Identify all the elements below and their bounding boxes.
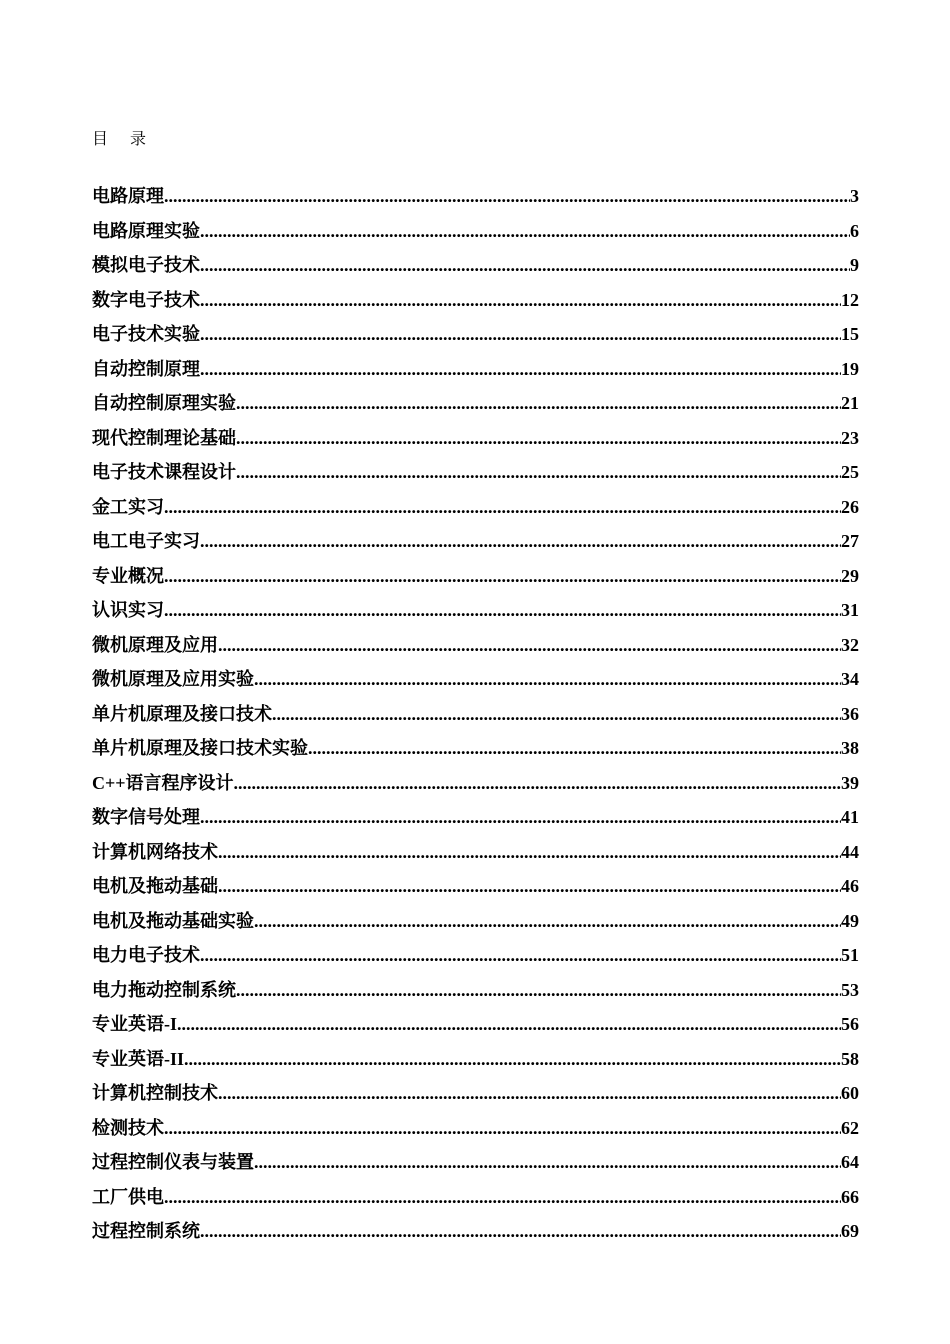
toc-dot-leader (254, 1147, 841, 1177)
toc-dot-leader (218, 630, 841, 660)
toc-entry-page-number: 41 (841, 807, 859, 827)
toc-entry[interactable] (92, 1009, 859, 1044)
toc-dot-leader (254, 906, 841, 936)
toc-entry-label: 电力拖动控制系统 (92, 979, 236, 1000)
toc-title: 目录 (92, 131, 169, 148)
toc-entry-page-number: 49 (841, 910, 859, 931)
toc-entry[interactable] (92, 216, 859, 251)
toc-entry[interactable] (92, 250, 859, 285)
toc-entry-page-number: 44 (841, 841, 859, 862)
toc-entry-page-number: 38 (841, 738, 859, 758)
toc-entry-page-number: 39 (841, 772, 859, 793)
toc-entry-label: 专业英语-I (92, 1014, 177, 1034)
toc-dot-leader (200, 940, 841, 970)
toc-entry-page-number: 21 (841, 393, 859, 413)
toc-entry[interactable] (92, 457, 859, 492)
toc-entry[interactable] (92, 699, 859, 734)
toc-entry-page-number: 32 (841, 634, 859, 655)
toc-entry-label: 认识实习 (92, 600, 164, 620)
toc-dot-leader (164, 1182, 841, 1212)
toc-entry[interactable] (92, 630, 859, 665)
toc-entry-label: 单片机原理及接口技术 (92, 703, 272, 724)
toc-entry-label: 电工电子实习 (92, 531, 200, 551)
toc-entry[interactable] (92, 526, 859, 561)
toc-entry-label: 模拟电子技术 (92, 255, 200, 275)
toc-entry-label: 单片机原理及接口技术实验 (92, 738, 308, 758)
toc-dot-leader (164, 595, 841, 625)
toc-entry[interactable] (92, 975, 859, 1010)
toc-entry-label: 微机原理及应用实验 (92, 669, 254, 689)
toc-entry-label: 数字电子技术 (92, 289, 200, 310)
toc-entry-label: 计算机控制技术 (92, 1083, 218, 1103)
toc-entry[interactable] (92, 595, 859, 630)
toc-entry-label: 计算机网络技术 (92, 841, 218, 862)
toc-dot-leader (164, 181, 850, 211)
toc-entry-label: 金工实习 (92, 496, 164, 517)
toc-dot-leader (200, 1216, 841, 1246)
toc-dot-leader (218, 837, 841, 867)
toc-dot-leader (218, 1078, 841, 1108)
toc-entry-label: 电机及拖动基础 (92, 876, 218, 896)
toc-entry-page-number: 53 (841, 979, 859, 1000)
toc-entry-label: 电路原理 (92, 186, 164, 206)
toc-entry[interactable] (92, 906, 859, 941)
toc-entry-page-number: 12 (841, 289, 859, 310)
toc-entry[interactable] (92, 388, 859, 423)
toc-dot-leader (200, 354, 841, 384)
toc-entry[interactable] (92, 733, 859, 768)
toc-entry[interactable] (92, 319, 859, 354)
toc-entry-page-number: 56 (841, 1014, 859, 1034)
toc-entry-page-number: 9 (850, 255, 859, 275)
toc-entry-label: 电力电子技术 (92, 945, 200, 965)
toc-list (92, 181, 859, 1251)
toc-entry-label: 数字信号处理 (92, 807, 200, 827)
toc-entry[interactable] (92, 423, 859, 458)
toc-dot-leader (200, 319, 841, 349)
toc-entry-page-number: 51 (841, 945, 859, 965)
toc-entry-page-number: 31 (841, 600, 859, 620)
toc-dot-leader (200, 526, 841, 556)
toc-dot-leader (236, 457, 841, 487)
toc-entry-label: 自动控制原理实验 (92, 393, 236, 413)
toc-entry[interactable] (92, 1113, 859, 1148)
toc-entry[interactable] (92, 492, 859, 527)
toc-dot-leader (177, 1009, 841, 1039)
toc-entry-page-number: 58 (841, 1048, 859, 1069)
toc-entry-label: 过程控制仪表与装置 (92, 1152, 254, 1172)
toc-entry-page-number: 69 (841, 1221, 859, 1241)
toc-entry-page-number: 27 (841, 531, 859, 551)
toc-dot-leader (164, 1113, 841, 1143)
toc-entry[interactable] (92, 664, 859, 699)
toc-entry[interactable] (92, 1216, 859, 1251)
toc-entry-page-number: 3 (850, 186, 859, 206)
toc-entry-label: 自动控制原理 (92, 358, 200, 379)
toc-entry-label: 工厂供电 (92, 1186, 164, 1207)
toc-entry-label: 专业英语-II (92, 1048, 185, 1069)
toc-entry[interactable] (92, 561, 859, 596)
toc-entry[interactable] (92, 181, 859, 216)
toc-dot-leader (200, 285, 841, 315)
toc-dot-leader (200, 250, 850, 280)
toc-entry[interactable] (92, 1044, 859, 1079)
toc-entry-page-number: 6 (850, 220, 859, 241)
toc-entry[interactable] (92, 837, 859, 872)
toc-entry-page-number: 62 (841, 1117, 859, 1138)
toc-entry-page-number: 23 (841, 427, 859, 448)
toc-entry[interactable] (92, 1147, 859, 1182)
toc-dot-leader (272, 699, 841, 729)
toc-entry-page-number: 15 (841, 324, 859, 344)
toc-entry-label: 专业概况 (92, 565, 164, 586)
toc-entry[interactable] (92, 802, 859, 837)
toc-dot-leader (234, 768, 841, 798)
toc-entry-page-number: 60 (841, 1083, 859, 1103)
toc-entry[interactable] (92, 1182, 859, 1217)
toc-entry-label: C++语言程序设计 (92, 772, 234, 793)
toc-entry[interactable] (92, 768, 859, 803)
toc-entry-page-number: 46 (841, 876, 859, 896)
toc-entry-page-number: 25 (841, 462, 859, 482)
toc-dot-leader (254, 664, 841, 694)
toc-entry-label: 电机及拖动基础实验 (92, 910, 254, 931)
toc-entry-page-number: 34 (841, 669, 859, 689)
toc-entry-page-number: 36 (841, 703, 859, 724)
toc-entry[interactable] (92, 354, 859, 389)
toc-entry-page-number: 26 (841, 496, 859, 517)
toc-entry-label: 微机原理及应用 (92, 634, 218, 655)
toc-dot-leader (184, 1044, 841, 1074)
toc-entry-page-number: 64 (841, 1152, 859, 1172)
toc-dot-leader (200, 216, 850, 246)
toc-dot-leader (236, 423, 841, 453)
toc-entry-label: 检测技术 (92, 1117, 164, 1138)
toc-dot-leader (308, 733, 841, 763)
toc-dot-leader (218, 871, 841, 901)
toc-dot-leader (200, 802, 841, 832)
toc-entry-label: 电路原理实验 (92, 220, 200, 241)
toc-entry-label: 电子技术课程设计 (92, 462, 236, 482)
toc-dot-leader (236, 975, 841, 1005)
toc-entry[interactable] (92, 1078, 859, 1113)
toc-entry-page-number: 66 (841, 1186, 859, 1207)
toc-entry[interactable] (92, 285, 859, 320)
toc-dot-leader (164, 492, 841, 522)
toc-entry[interactable] (92, 871, 859, 906)
toc-entry-label: 电子技术实验 (92, 324, 200, 344)
toc-entry-page-number: 19 (841, 358, 859, 379)
toc-dot-leader (164, 561, 841, 591)
toc-entry-label: 现代控制理论基础 (92, 427, 236, 448)
toc-entry[interactable] (92, 940, 859, 975)
toc-entry-label: 过程控制系统 (92, 1221, 200, 1241)
toc-entry-page-number: 29 (841, 565, 859, 586)
toc-dot-leader (236, 388, 841, 418)
